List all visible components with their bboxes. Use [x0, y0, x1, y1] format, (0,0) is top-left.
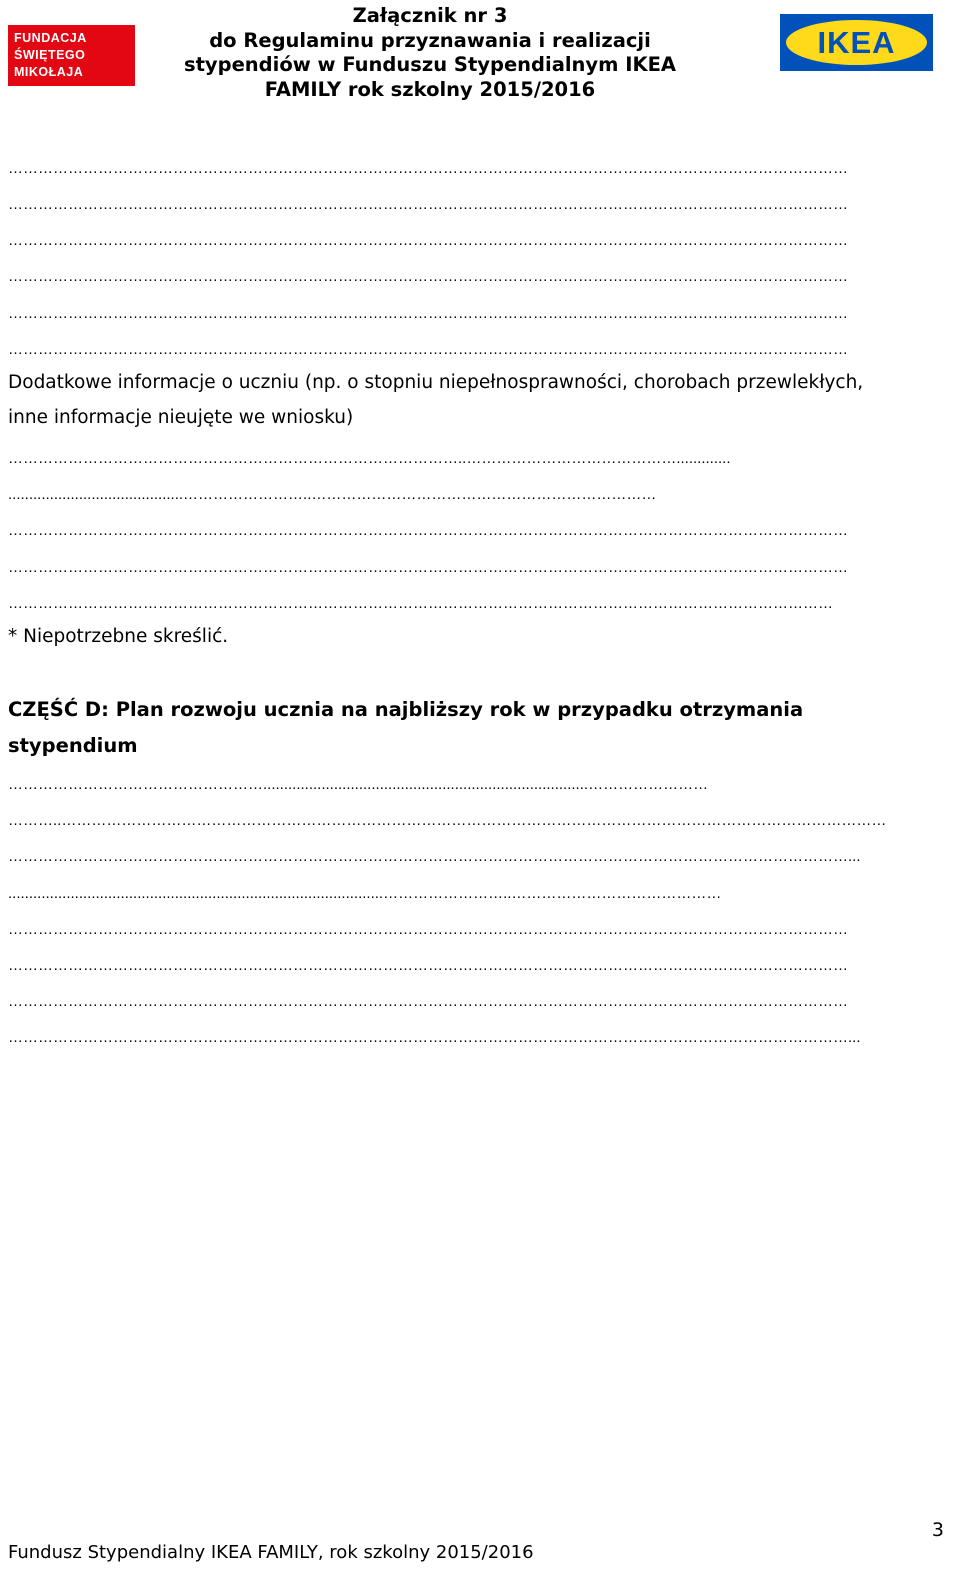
page-title — [140, 4, 720, 102]
fill-in-line: ………………………………………………………………………………………………………………………………………………… — [8, 595, 833, 612]
title-line: do Regulaminu przyznawania i realizacji — [209, 28, 651, 52]
logo-text-line: FUNDACJA — [14, 31, 87, 45]
fill-in-line: …………………………………………………………………………………………………………………………………………………… — [8, 305, 848, 322]
fill-in-line: …………………………………………………………………………………………………………………………………………………… — [8, 957, 848, 974]
section-d-heading: stypendium — [8, 734, 138, 757]
section-d-heading: CZĘŚĆ D: Plan rozwoju ucznia na najbliższy rok w przypadku otrzymania — [8, 698, 804, 721]
fill-in-line: …………………………………………………………………………………………………………………………………………………… — [8, 993, 848, 1010]
fill-in-line: ……………………………………………………………………………………………………………………………………………………... — [8, 1029, 861, 1046]
fill-in-line: …………………………………………………………………………………………………………………………………………………… — [8, 522, 848, 539]
fill-in-line: ……………………………………………..............................................................................…………………… — [8, 776, 709, 793]
note-text: * Niepotrzebne skreślić. — [8, 626, 229, 647]
fill-in-line: …………………………………………………………………………………………………………………………………………………… — [8, 559, 848, 576]
fill-in-line: …………………………………………………………………………………………………………………………………………………… — [8, 341, 848, 358]
fill-in-line: …………………………………………………………………………………………………………………………………………………… — [8, 232, 848, 249]
fill-in-line: ………..………………………………………………………………………………………………………………………………………………… — [8, 812, 887, 829]
ikea-logo — [780, 14, 933, 71]
fill-in-line: …………………………………………………………………………………………………………………………………………………… — [8, 160, 848, 177]
fill-in-line: …………………………………………………………………………………………………………………………………………………… — [8, 268, 848, 285]
title-line: Załącznik nr 3 — [352, 4, 508, 27]
page-number: 3 — [931, 1519, 944, 1541]
fill-in-line: ..........................................……………………..…………………………………………………………… — [8, 486, 657, 503]
fill-in-line: …………………………………………………………………………………………………………………………………………………… — [8, 921, 848, 938]
logo-text-line: ŚWIĘTEGO — [14, 48, 86, 62]
title-line: stypendiów w Funduszu Stypendialnym IKEA — [183, 53, 677, 76]
fundacja-swietego-mikolaja-logo — [8, 25, 135, 86]
additional-info-label: inne informacje nieujęte we wniosku) — [8, 407, 354, 428]
ikea-logo-word: IKEA — [817, 24, 896, 60]
title-line: FAMILY rok szkolny 2015/2016 — [264, 77, 596, 101]
additional-info-label: Dodatkowe informacje o uczniu (np. o stopniu niepełnosprawności, chorobach przewlekłych, — [8, 372, 864, 393]
logo-text-line: MIKOŁAJA — [14, 65, 84, 79]
fill-in-line: ………………………………………………………………………………..……………………………………............. — [8, 450, 731, 467]
fill-in-line: ……………………………………………………………………………………………………………………………………………………... — [8, 848, 861, 865]
fill-in-line: …………………………………………………………………………………………………………………………………………………… — [8, 196, 848, 213]
fill-in-line: ..........................................................................................……………………..…………………………………… — [8, 885, 722, 902]
page-footer: Fundusz Stypendialny IKEA FAMILY, rok szkolny 2015/2016 — [8, 1542, 534, 1563]
